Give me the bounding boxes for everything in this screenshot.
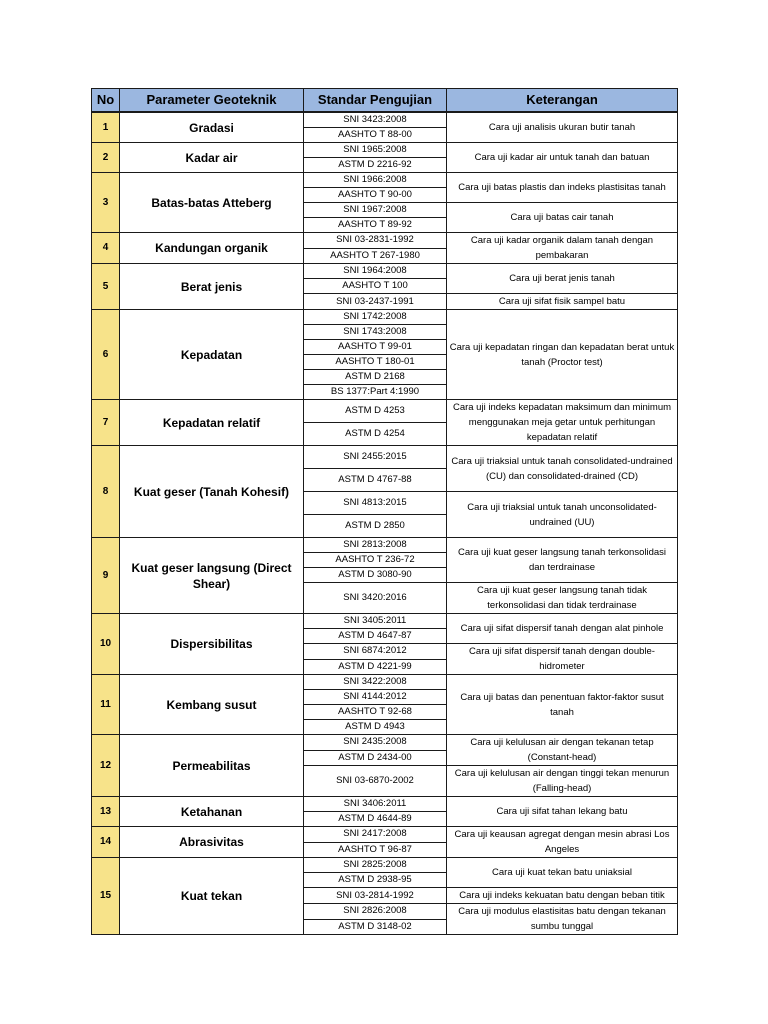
parameter-name: Permeabilitas bbox=[120, 735, 304, 797]
test-standard: ASTM D 4221-99 bbox=[304, 659, 447, 675]
test-description: Cara uji indeks kekuatan batu dengan beban titik bbox=[447, 888, 678, 904]
test-standard: AASHTO T 90-00 bbox=[304, 188, 447, 203]
test-description: Cara uji berat jenis tanah bbox=[447, 264, 678, 294]
test-description: Cara uji triaksial untuk tanah consolidated-undrained (CU) dan consolidated-drained (CD) bbox=[447, 446, 678, 492]
test-standard: AASHTO T 100 bbox=[304, 279, 447, 294]
test-standard: SNI 2826:2008 bbox=[304, 904, 447, 920]
test-standard: SNI 2813:2008 bbox=[304, 538, 447, 553]
test-standard: SNI 1966:2008 bbox=[304, 173, 447, 188]
test-description: Cara uji sifat tahan lekang batu bbox=[447, 797, 678, 827]
test-standard: SNI 3423:2008 bbox=[304, 112, 447, 128]
test-description: Cara uji kepadatan ringan dan kepadatan berat untuk tanah (Proctor test) bbox=[447, 310, 678, 400]
test-description: Cara uji sifat dispersif tanah dengan double-hidrometer bbox=[447, 644, 678, 675]
test-standard: ASTM D 2168 bbox=[304, 370, 447, 385]
test-standard: AASHTO T 88-00 bbox=[304, 128, 447, 143]
table-row bbox=[92, 173, 678, 188]
parameter-name: Kandungan organik bbox=[120, 233, 304, 264]
parameter-name: Abrasivitas bbox=[120, 827, 304, 858]
test-standard: SNI 1743:2008 bbox=[304, 325, 447, 340]
test-standard: SNI 4813:2015 bbox=[304, 492, 447, 515]
row-number: 10 bbox=[92, 614, 120, 675]
parameter-name: Kuat geser langsung (Direct Shear) bbox=[120, 538, 304, 614]
row-number: 2 bbox=[92, 143, 120, 173]
test-standard: SNI 03-6870-2002 bbox=[304, 766, 447, 797]
parameter-name: Ketahanan bbox=[120, 797, 304, 827]
test-description: Cara uji indeks kepadatan maksimum dan minimum menggunakan meja getar untuk perhitungan kepadatan relatif bbox=[447, 400, 678, 446]
test-description: Cara uji kuat geser langsung tanah terkonsolidasi dan terdrainase bbox=[447, 538, 678, 583]
parameter-name: Berat jenis bbox=[120, 264, 304, 310]
table-row bbox=[92, 264, 678, 279]
test-description: Cara uji modulus elastisitas batu dengan tekanan sumbu tunggal bbox=[447, 904, 678, 935]
row-number: 12 bbox=[92, 735, 120, 797]
geotechnical-standards-table bbox=[91, 88, 678, 935]
test-standard: ASTM D 4254 bbox=[304, 423, 447, 446]
table-row bbox=[92, 614, 678, 629]
table-row bbox=[92, 143, 678, 158]
test-standard: SNI 1742:2008 bbox=[304, 310, 447, 325]
test-standard: ASTM D 2216-92 bbox=[304, 158, 447, 173]
table-row bbox=[92, 735, 678, 751]
row-number: 8 bbox=[92, 446, 120, 538]
parameter-name: Batas-batas Atteberg bbox=[120, 173, 304, 233]
test-standard: ASTM D 2850 bbox=[304, 515, 447, 538]
row-number: 5 bbox=[92, 264, 120, 310]
row-number: 3 bbox=[92, 173, 120, 233]
row-number: 9 bbox=[92, 538, 120, 614]
parameter-name: Dispersibilitas bbox=[120, 614, 304, 675]
header-no: No bbox=[92, 89, 120, 113]
table-row bbox=[92, 827, 678, 843]
test-standard: AASHTO T 89-92 bbox=[304, 218, 447, 233]
test-standard: ASTM D 3148-02 bbox=[304, 919, 447, 935]
table-row bbox=[92, 538, 678, 553]
parameter-name: Gradasi bbox=[120, 112, 304, 143]
table-row bbox=[92, 797, 678, 812]
test-description: Cara uji keausan agregat dengan mesin abrasi Los Angeles bbox=[447, 827, 678, 858]
test-standard: AASHTO T 236-72 bbox=[304, 553, 447, 568]
table-row bbox=[92, 233, 678, 249]
test-standard: SNI 4144:2012 bbox=[304, 690, 447, 705]
row-number: 14 bbox=[92, 827, 120, 858]
test-description: Cara uji batas dan penentuan faktor-faktor susut tanah bbox=[447, 675, 678, 735]
test-description: Cara uji sifat fisik sampel batu bbox=[447, 294, 678, 310]
test-standard: AASHTO T 267-1980 bbox=[304, 248, 447, 264]
test-standard: ASTM D 4253 bbox=[304, 400, 447, 423]
table-row bbox=[92, 400, 678, 423]
test-standard: ASTM D 4647-87 bbox=[304, 629, 447, 644]
row-number: 7 bbox=[92, 400, 120, 446]
test-description: Cara uji kuat tekan batu uniaksial bbox=[447, 858, 678, 888]
test-standard: SNI 2455:2015 bbox=[304, 446, 447, 469]
table-row bbox=[92, 310, 678, 325]
test-description: Cara uji kelulusan air dengan tekanan tetap (Constant-head) bbox=[447, 735, 678, 766]
row-number: 1 bbox=[92, 112, 120, 143]
parameter-name: Kuat tekan bbox=[120, 858, 304, 935]
row-number: 13 bbox=[92, 797, 120, 827]
test-description: Cara uji triaksial untuk tanah unconsolidated-undrained (UU) bbox=[447, 492, 678, 538]
test-standard: SNI 2435:2008 bbox=[304, 735, 447, 751]
test-standard: SNI 03-2831-1992 bbox=[304, 233, 447, 249]
test-description: Cara uji kadar organik dalam tanah dengan pembakaran bbox=[447, 233, 678, 264]
test-standard: ASTM D 4943 bbox=[304, 720, 447, 735]
test-standard: ASTM D 3080-90 bbox=[304, 568, 447, 583]
test-standard: SNI 3420:2016 bbox=[304, 583, 447, 614]
header-parameter: Parameter Geoteknik bbox=[120, 89, 304, 113]
test-description: Cara uji kadar air untuk tanah dan batuan bbox=[447, 143, 678, 173]
test-standard: ASTM D 2938-95 bbox=[304, 873, 447, 888]
table-row bbox=[92, 446, 678, 469]
test-standard: AASHTO T 96-87 bbox=[304, 842, 447, 858]
parameter-name: Kepadatan bbox=[120, 310, 304, 400]
test-standard: SNI 3406:2011 bbox=[304, 797, 447, 812]
table-row bbox=[92, 112, 678, 128]
row-number: 11 bbox=[92, 675, 120, 735]
header-description: Keterangan bbox=[447, 89, 678, 113]
test-description: Cara uji analisis ukuran butir tanah bbox=[447, 112, 678, 143]
parameter-name: Kepadatan relatif bbox=[120, 400, 304, 446]
test-standard: AASHTO T 180-01 bbox=[304, 355, 447, 370]
test-standard: SNI 6874:2012 bbox=[304, 644, 447, 660]
test-standard: ASTM D 2434-00 bbox=[304, 750, 447, 766]
table-row bbox=[92, 858, 678, 873]
test-standard: SNI 03-2437-1991 bbox=[304, 294, 447, 310]
test-standard: SNI 1965:2008 bbox=[304, 143, 447, 158]
test-standard: BS 1377:Part 4:1990 bbox=[304, 385, 447, 400]
test-standard: SNI 2417:2008 bbox=[304, 827, 447, 843]
test-standard: AASHTO T 92-68 bbox=[304, 705, 447, 720]
header-standard: Standar Pengujian bbox=[304, 89, 447, 113]
test-standard: ASTM D 4644-89 bbox=[304, 812, 447, 827]
row-number: 15 bbox=[92, 858, 120, 935]
header-row bbox=[92, 89, 678, 113]
test-description: Cara uji batas plastis dan indeks plastisitas tanah bbox=[447, 173, 678, 203]
test-description: Cara uji sifat dispersif tanah dengan alat pinhole bbox=[447, 614, 678, 644]
test-standard: SNI 1964:2008 bbox=[304, 264, 447, 279]
test-standard: SNI 3405:2011 bbox=[304, 614, 447, 629]
table-row bbox=[92, 675, 678, 690]
row-number: 6 bbox=[92, 310, 120, 400]
row-number: 4 bbox=[92, 233, 120, 264]
test-standard: SNI 1967:2008 bbox=[304, 203, 447, 218]
parameter-name: Kembang susut bbox=[120, 675, 304, 735]
test-description: Cara uji batas cair tanah bbox=[447, 203, 678, 233]
test-description: Cara uji kelulusan air dengan tinggi tekan menurun (Falling-head) bbox=[447, 766, 678, 797]
test-description: Cara uji kuat geser langsung tanah tidak terkonsolidasi dan tidak terdrainase bbox=[447, 583, 678, 614]
test-standard: SNI 2825:2008 bbox=[304, 858, 447, 873]
test-standard: AASHTO T 99-01 bbox=[304, 340, 447, 355]
parameter-name: Kadar air bbox=[120, 143, 304, 173]
test-standard: ASTM D 4767-88 bbox=[304, 469, 447, 492]
test-standard: SNI 3422:2008 bbox=[304, 675, 447, 690]
test-standard: SNI 03-2814-1992 bbox=[304, 888, 447, 904]
parameter-name: Kuat geser (Tanah Kohesif) bbox=[120, 446, 304, 538]
